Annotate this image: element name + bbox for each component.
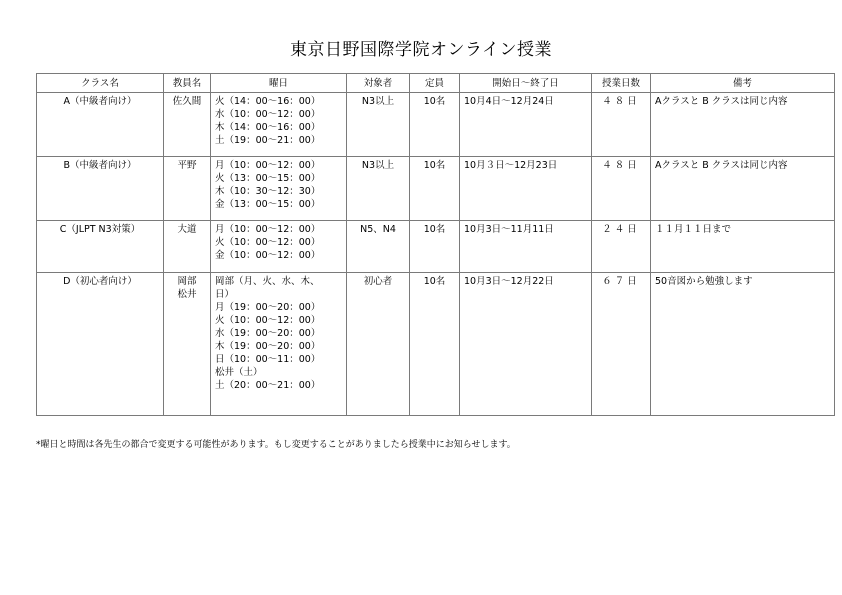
teacher-name: 松井 xyxy=(177,289,197,300)
header-target: 対象者 xyxy=(347,74,410,93)
day-line: 水（19：00〜20：00） xyxy=(215,328,321,339)
note-cell: Aクラスと B クラスは同じ内容 xyxy=(651,93,835,157)
header-class-name: クラス名 xyxy=(37,74,164,93)
period-cell: 10月3日〜12月22日 xyxy=(460,273,592,416)
lesson-count-cell: ２４日 xyxy=(592,221,651,273)
day-line: 木（19：00〜20：00） xyxy=(215,341,321,352)
day-line: 金（13：00〜15：00） xyxy=(215,199,321,210)
period-cell: 10月３日〜12月23日 xyxy=(460,157,592,221)
target-cell: N3以上 xyxy=(347,93,410,157)
lesson-count-cell: ４８日 xyxy=(592,157,651,221)
note-cell: Aクラスと B クラスは同じ内容 xyxy=(651,157,835,221)
day-line: 月（19：00〜20：00） xyxy=(215,302,321,313)
capacity-cell: 10名 xyxy=(410,273,460,416)
header-teacher: 教員名 xyxy=(164,74,211,93)
day-line: 水（10：00〜12：00） xyxy=(215,109,321,120)
teacher-cell xyxy=(164,273,211,416)
table-row xyxy=(37,93,835,157)
day-line: 木（14：00〜16：00） xyxy=(215,122,321,133)
table-row xyxy=(37,221,835,273)
day-line: 土（19：00〜21：00） xyxy=(215,135,321,146)
class-name-cell: A（中級者向け） xyxy=(37,93,164,157)
capacity-cell: 10名 xyxy=(410,221,460,273)
lesson-count-cell: ６７日 xyxy=(592,273,651,416)
table-row xyxy=(37,157,835,221)
lesson-count-cell: ４８日 xyxy=(592,93,651,157)
note-cell: １１月１１日まで xyxy=(651,221,835,273)
header-period: 開始日〜終了日 xyxy=(460,74,592,93)
capacity-cell: 10名 xyxy=(410,157,460,221)
day-line: 岡部（月、火、水、木、 xyxy=(215,276,320,287)
period-cell: 10月4日〜12月24日 xyxy=(460,93,592,157)
day-line: 金（10：00〜12：00） xyxy=(215,250,321,261)
day-line: 火（10：00〜12：00） xyxy=(215,315,321,326)
header-capacity: 定員 xyxy=(410,74,460,93)
teacher-cell xyxy=(164,157,211,221)
teacher-name: 平野 xyxy=(177,160,197,171)
teacher-name: 岡部 xyxy=(177,276,197,287)
period-cell: 10月3日〜11月11日 xyxy=(460,221,592,273)
class-name-cell: B（中級者向け） xyxy=(37,157,164,221)
capacity-cell: 10名 xyxy=(410,93,460,157)
target-cell: 初心者 xyxy=(347,273,410,416)
teacher-cell xyxy=(164,93,211,157)
teacher-name: 大道 xyxy=(177,224,197,235)
teacher-cell xyxy=(164,221,211,273)
class-name-cell: D（初心者向け） xyxy=(37,273,164,416)
day-line: 月（10：00〜12：00） xyxy=(215,160,321,171)
day-line: 火（14：00〜16：00） xyxy=(215,96,321,107)
day-line: 日（10：00〜11：00） xyxy=(215,354,321,365)
day-line: 松井（土） xyxy=(215,367,263,378)
class-name-cell: C（JLPT N3対策） xyxy=(37,221,164,273)
header-lesson-days: 授業日数 xyxy=(592,74,651,93)
header-row xyxy=(37,74,835,93)
teacher-name: 佐久間 xyxy=(172,96,202,107)
page-title: 東京日野国際学院オンライン授業 xyxy=(290,40,552,60)
day-line: 日） xyxy=(215,289,235,300)
day-line: 火（10：00〜12：00） xyxy=(215,237,321,248)
day-line: 木（10：30〜12：30） xyxy=(215,186,321,197)
day-line: 火（13：00〜15：00） xyxy=(215,173,321,184)
days-cell xyxy=(211,273,347,416)
footnote: *曜日と時間は各先生の都合で変更する可能性があります。もし変更することがありましたら授業中にお知らせします。 xyxy=(36,440,516,450)
days-cell xyxy=(211,93,347,157)
table-row xyxy=(37,273,835,416)
header-note: 備考 xyxy=(651,74,835,93)
target-cell: N5、N4 xyxy=(347,221,410,273)
header-days: 曜日 xyxy=(211,74,347,93)
day-line: 土（20：00〜21：00） xyxy=(215,380,321,391)
target-cell: N3以上 xyxy=(347,157,410,221)
note-cell: 50音図から勉強します xyxy=(651,273,835,416)
schedule-table xyxy=(36,73,835,416)
days-cell xyxy=(211,221,347,273)
days-cell xyxy=(211,157,347,221)
day-line: 月（10：00〜12：00） xyxy=(215,224,321,235)
